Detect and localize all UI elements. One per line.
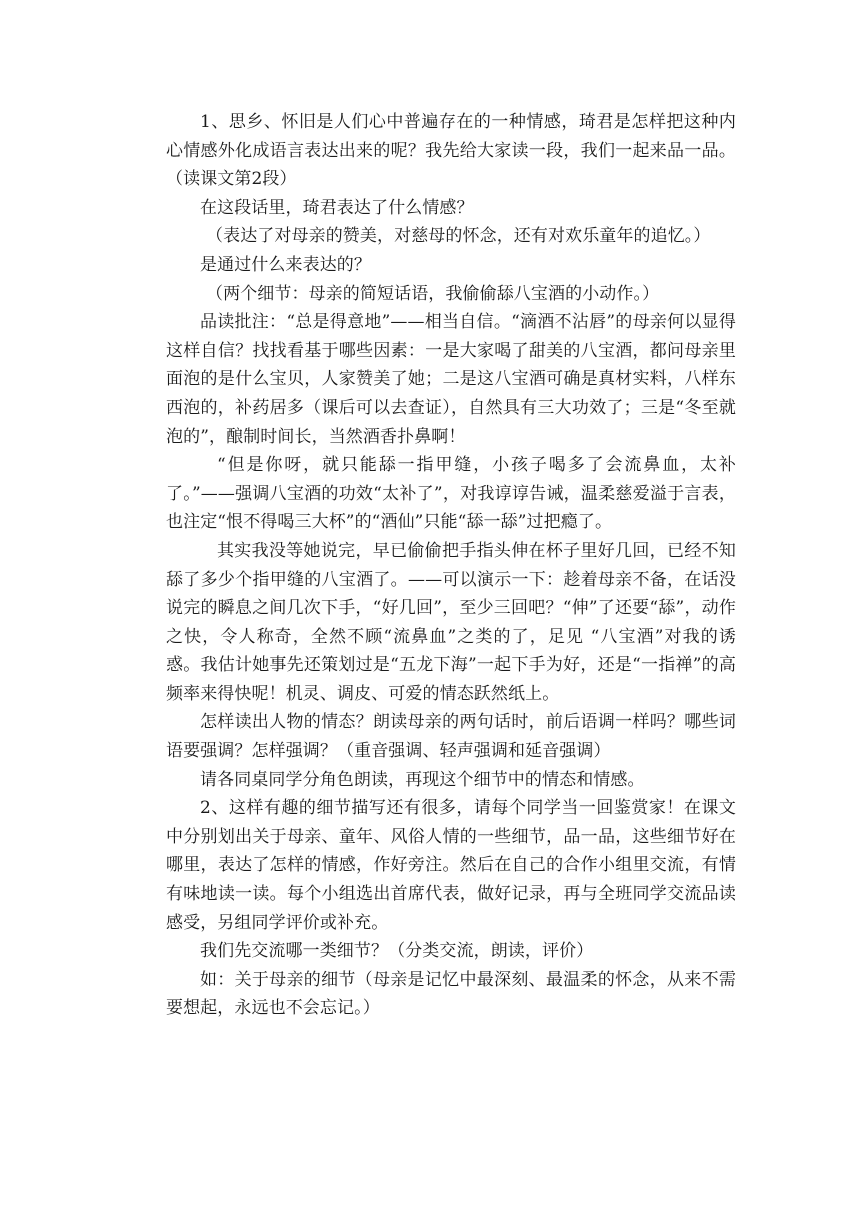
paragraph-method-question: 是通过什么来表达的？ <box>200 254 371 275</box>
paragraph-mother-quote: “但是你呀，就只能舔一指甲缝，小孩子喝多了会流鼻血，太补了。”——强调八宝酒的功效“太补了”，对我谆谆告诫，温柔慈爱溢于言表，也注定“恨不得喝三大杯”的“酒仙”只能“舔一舔”过把瘾了。 <box>166 455 736 533</box>
paragraph-exchange-question: 我们先交流哪一类细节？（分类交流，朗读，评价） <box>200 941 594 962</box>
paragraph-question-2: 2、这样有趣的细节描写还有很多，请每个同学当一回鉴赏家！在课文中分别划出关于母亲、童年、风俗人情的一些细节，品一品，这些细节好在哪里，表达了怎样的情感，作好旁注。然后在自己的合作小组里交流，有情有味地读一读。每个小组选出首席代表，做好记录，再与全班同学交流品读感受，另组同学评价或补充。 <box>166 798 736 933</box>
paragraph-method-answer: （两个细节：母亲的简短话语，我偷偷舔八宝酒的小动作。） <box>206 283 660 304</box>
paragraph-question-1: 1、思乡、怀旧是人们心中普遍存在的一种情感，琦君是怎样把这种内心情感外化成语言表达出来的呢？我先给大家读一段，我们一起来品一品。（读课文第2段） <box>166 112 736 190</box>
document-body <box>166 108 736 1023</box>
paragraph-finger-detail: 其实我没等她说完，早已偷偷把手指头伸在杯子里好几回，已经不知舔了多少个指甲缝的八宝酒了。——可以演示一下：趁着母亲不备，在话没说完的瞬息之间几次下手，“好几回”，至少三回吧？“伸”了还要“舔”，动作之快，令人称奇，全然不顾“流鼻血”之类的了，足见 “八宝酒”对我的诱惑。我估计她事先还策划过是“五龙下海”一起下手为好，还是“一指禅”的高频率来得快呢！机灵、调皮、可爱的情态跃然纸上。 <box>166 540 736 704</box>
paragraph-role-reading: 请各同桌同学分角色朗读，再现这个细节中的情态和情感。 <box>200 769 645 790</box>
paragraph-example: 如：关于母亲的细节（母亲是记忆中最深刻、最温柔的怀念，从来不需要想起，永远也不会忘记。） <box>166 969 736 1019</box>
paragraph-emotion-answer: （表达了对母亲的赞美，对慈母的怀念，还有对欢乐童年的追忆。） <box>206 226 711 247</box>
paragraph-emotion-question: 在这段话里，琦君表达了什么情感？ <box>200 197 474 218</box>
paragraph-reading-question: 怎样读出人物的情态？朗读母亲的两句话时，前后语调一样吗？哪些词语要强调？怎样强调？（重音强调、轻声强调和延音强调） <box>166 712 736 762</box>
paragraph-annotation: 品读批注：“总是得意地”——相当自信。“滴酒不沾唇”的母亲何以显得这样自信？找找看基于哪些因素：一是大家喝了甜美的八宝酒，都问母亲里面泡的是什么宝贝，人家赞美了她；二是这八宝酒可确是真材实料，八样东西泡的，补药居多（课后可以去查证），自然具有三大功效了；三是“冬至就泡的”，酿制时间长，当然酒香扑鼻啊！ <box>166 312 736 447</box>
